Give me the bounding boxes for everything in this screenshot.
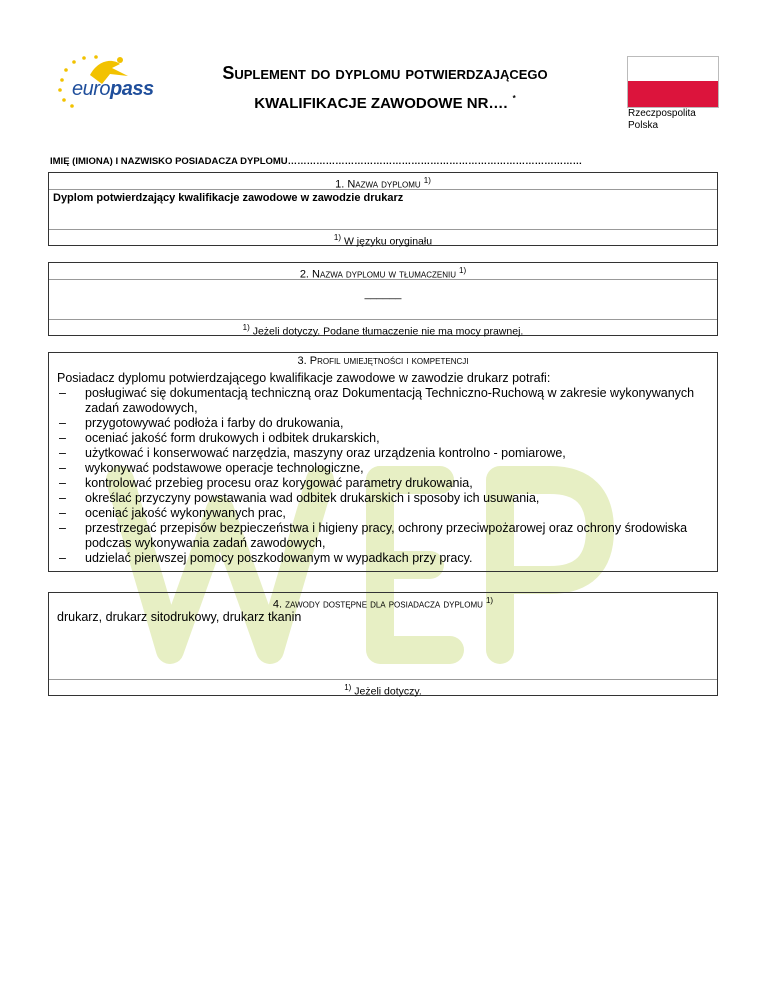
skill-item: – kontrolować przebieg procesu oraz korygować parametry drukowania, <box>57 476 709 491</box>
europass-logo-text: europass <box>72 78 154 100</box>
country-label: Rzeczpospolita Polska <box>628 108 696 131</box>
section1-heading: 1. Nazwa dyplomu $^{1)}$ <box>335 176 431 191</box>
holder-name-field: IMIĘ (IMIONA) I NAZWISKO POSIADACZA DYPLOMU………………………………………………………………………………… <box>50 156 583 167</box>
section1-note: $^{1)}$ W języku oryginału <box>49 229 717 245</box>
section4-note: $^{1)}$ Jeżeli dotyczy. <box>49 679 717 695</box>
document-title: Suplement do dyplomu potwierdzającego KWALIFIKACJE ZAWODOWE NR…. * <box>222 63 548 112</box>
skill-item: – użytkować i konserwować narzędzia, maszyny oraz urządzenia kontrolno - pomiarowe, <box>57 446 709 461</box>
section-available-professions <box>48 592 718 696</box>
section-diploma-translation <box>48 262 718 336</box>
title-line1: Suplement do dyplomu potwierdzającego <box>222 63 548 83</box>
section2-note: $^{1)}$ Jeżeli dotyczy. Podane tłumaczenie nie ma mocy prawnej. <box>49 319 717 335</box>
skills-list <box>57 386 709 566</box>
section4-value: drukarz, drukarz sitodrukowy, drukarz tkanin <box>57 610 302 624</box>
poland-flag <box>627 56 719 108</box>
section3-heading: 3. Profil umiejętności i kompetencji <box>297 355 469 367</box>
skill-item: – przestrzegać przepisów bezpieczeństwa i higieny pracy, ochrony przeciwpożarowej oraz ochrony środowiska podczas wykonywania zadań zawodowych, <box>57 521 709 551</box>
skill-item: – oceniać jakość wykonywanych prac, <box>57 506 709 521</box>
section3-intro: Posiadacz dyplomu potwierdzającego kwalifikacje zawodowe w zawodzie drukarz potrafi: <box>57 371 551 385</box>
section3-content <box>49 369 717 566</box>
skill-item: – udzielać pierwszej pomocy poszkodowanym w wypadkach przy pracy. <box>57 551 709 566</box>
section-diploma-name <box>48 172 718 246</box>
skill-item: – oceniać jakość form drukowych i odbitek drukarskich, <box>57 431 709 446</box>
title-line2: KWALIFIKACJE ZAWODOWE NR…. <box>254 95 508 112</box>
skill-item: – wykonywać podstawowe operacje technologiczne, <box>57 461 709 476</box>
section-skills-profile <box>48 352 718 572</box>
skill-item: – przygotowywać podłoża i farby do drukowania, <box>57 416 709 431</box>
skill-item: – posługiwać się dokumentacją techniczną oraz Dokumentacją Techniczno-Ruchową w zakresie wykonywanych zadań zawodowych, <box>57 386 709 416</box>
section2-value: ______ <box>49 279 717 319</box>
skill-item: – określać przyczyny powstawania wad odbitek drukarskich i sposoby ich usuwania, <box>57 491 709 506</box>
section1-value: Dyplom potwierdzający kwalifikacje zawodowe w zawodzie drukarz <box>49 189 717 229</box>
section4-heading: 4. zawody dostępne dla posiadacza dyplomu $^{1)}$ <box>272 596 494 611</box>
section2-heading: 2. Nazwa dyplomu w tłumaczeniu $^{1)}$ <box>299 266 467 281</box>
